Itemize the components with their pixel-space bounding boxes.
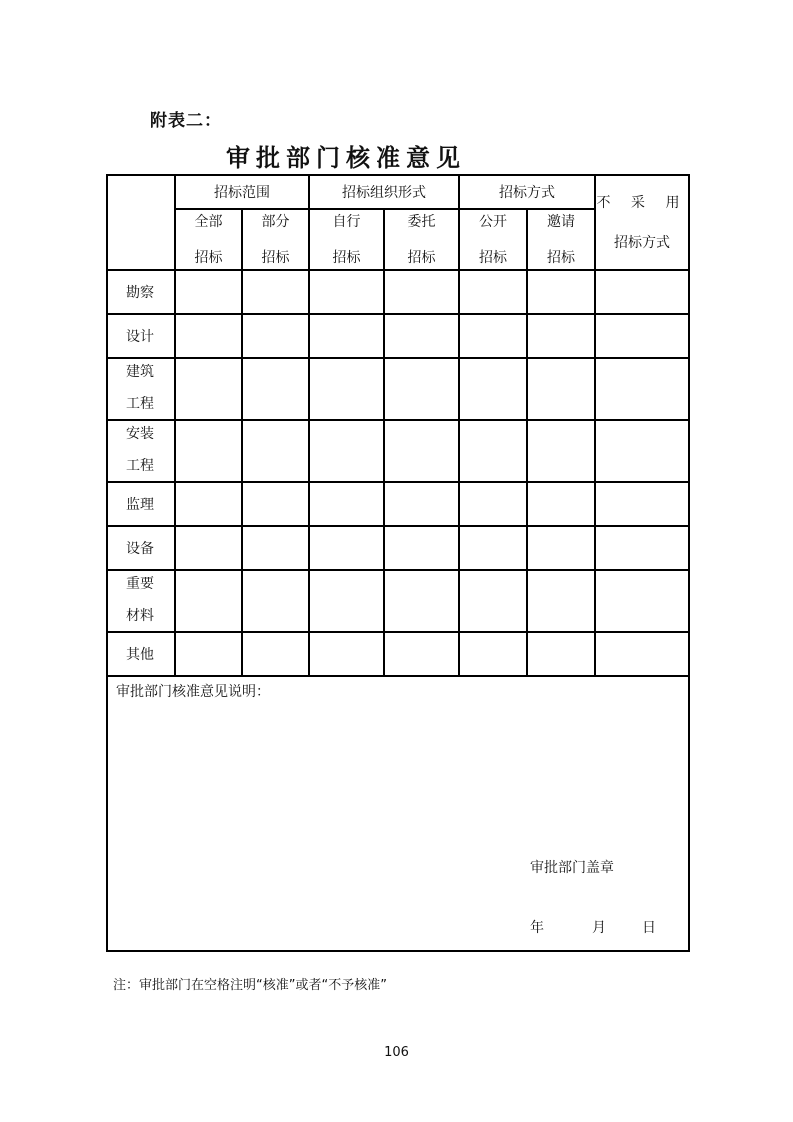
row-label-line2: 工程 — [126, 396, 154, 412]
appendix-label: 附表二： — [150, 111, 222, 131]
entry-cell[interactable] — [309, 420, 384, 482]
entry-cell[interactable] — [459, 632, 527, 676]
table-row-design — [107, 314, 689, 358]
entry-cell[interactable] — [595, 420, 689, 482]
subheader-top: 自行 — [332, 213, 361, 230]
notes-cell[interactable] — [107, 676, 689, 951]
entry-cell[interactable] — [384, 632, 459, 676]
entry-cell[interactable] — [242, 270, 309, 314]
date-day-label: 日 — [642, 920, 656, 936]
subheader-bottom: 招标 — [547, 249, 575, 266]
entry-cell[interactable] — [309, 314, 384, 358]
row-label-line1: 重要 — [126, 576, 154, 592]
subheader-top: 委托 — [407, 213, 436, 230]
corner-cell — [107, 175, 175, 270]
subheader-bottom: 招标 — [407, 249, 436, 266]
stamp-label: 审批部门盖章 — [530, 860, 614, 876]
no-method-line2: 招标方式 — [614, 234, 670, 251]
entry-cell[interactable] — [175, 570, 242, 632]
row-label: 设备 — [107, 526, 175, 570]
no-method-line1: 不 采 用 — [596, 194, 688, 211]
table-row-survey — [107, 270, 689, 314]
page-number: 106 — [384, 1045, 409, 1060]
row-label: 监理 — [107, 482, 175, 526]
entry-cell[interactable] — [175, 314, 242, 358]
subheader-cell — [384, 209, 459, 270]
entry-cell[interactable] — [242, 570, 309, 632]
entry-cell[interactable] — [459, 358, 527, 420]
subheader-cell — [527, 209, 595, 270]
entry-cell[interactable] — [459, 482, 527, 526]
entry-cell[interactable] — [242, 526, 309, 570]
header-row-groups — [107, 175, 689, 209]
subheader-bottom: 招标 — [479, 249, 507, 266]
group-method-header: 招标方式 — [459, 175, 595, 209]
document-title: 审批部门核准意见 — [226, 144, 466, 172]
table-row-supervision — [107, 482, 689, 526]
date-month-label: 月 — [592, 920, 606, 936]
date-year-label: 年 — [530, 920, 544, 936]
entry-cell[interactable] — [242, 482, 309, 526]
entry-cell[interactable] — [459, 526, 527, 570]
subheader-cell — [459, 209, 527, 270]
notes-label: 审批部门核准意见说明： — [116, 684, 270, 700]
subheader-top: 邀请 — [547, 213, 575, 230]
row-label-line1: 安装 — [126, 426, 154, 442]
entry-cell[interactable] — [527, 420, 595, 482]
entry-cell[interactable] — [459, 270, 527, 314]
entry-cell[interactable] — [242, 632, 309, 676]
subheader-top: 部分 — [261, 213, 290, 230]
entry-cell[interactable] — [527, 632, 595, 676]
row-label — [107, 358, 175, 420]
row-label-line2: 材料 — [126, 608, 154, 624]
table-row-equipment — [107, 526, 689, 570]
entry-cell[interactable] — [175, 420, 242, 482]
table-row-installation — [107, 420, 689, 482]
no-method-header — [595, 175, 689, 270]
subheader-cell — [242, 209, 309, 270]
entry-cell[interactable] — [384, 570, 459, 632]
entry-cell[interactable] — [309, 632, 384, 676]
entry-cell[interactable] — [527, 358, 595, 420]
footnote: 注：审批部门在空格注明“核准”或者“不予核准” — [113, 978, 387, 993]
entry-cell[interactable] — [242, 314, 309, 358]
entry-cell[interactable] — [384, 270, 459, 314]
entry-cell[interactable] — [459, 314, 527, 358]
group-scope-header: 招标范围 — [175, 175, 309, 209]
subheader-top: 公开 — [479, 213, 507, 230]
row-label: 其他 — [107, 632, 175, 676]
entry-cell[interactable] — [309, 482, 384, 526]
entry-cell[interactable] — [527, 570, 595, 632]
table-row-other — [107, 632, 689, 676]
entry-cell[interactable] — [527, 270, 595, 314]
entry-cell[interactable] — [384, 314, 459, 358]
entry-cell[interactable] — [459, 570, 527, 632]
entry-cell[interactable] — [384, 358, 459, 420]
entry-cell[interactable] — [384, 420, 459, 482]
date-line — [530, 917, 656, 937]
approval-opinion-table — [106, 174, 690, 952]
subheader-bottom: 招标 — [332, 249, 361, 266]
entry-cell[interactable] — [175, 526, 242, 570]
table-row-materials — [107, 570, 689, 632]
entry-cell[interactable] — [175, 270, 242, 314]
entry-cell[interactable] — [595, 270, 689, 314]
entry-cell[interactable] — [527, 526, 595, 570]
entry-cell[interactable] — [595, 314, 689, 358]
subheader-cell — [309, 209, 384, 270]
subheader-bottom: 招标 — [194, 249, 223, 266]
entry-cell[interactable] — [595, 358, 689, 420]
entry-cell[interactable] — [175, 358, 242, 420]
entry-cell[interactable] — [459, 420, 527, 482]
row-label-line2: 工程 — [126, 458, 154, 474]
group-organization-header: 招标组织形式 — [309, 175, 459, 209]
entry-cell[interactable] — [309, 358, 384, 420]
entry-cell[interactable] — [242, 358, 309, 420]
row-label-line1: 建筑 — [126, 364, 154, 380]
entry-cell[interactable] — [595, 632, 689, 676]
row-label: 设计 — [107, 314, 175, 358]
row-label: 勘察 — [107, 270, 175, 314]
entry-cell[interactable] — [384, 526, 459, 570]
entry-cell[interactable] — [595, 570, 689, 632]
entry-cell[interactable] — [309, 570, 384, 632]
entry-cell[interactable] — [175, 632, 242, 676]
row-label — [107, 420, 175, 482]
entry-cell[interactable] — [527, 482, 595, 526]
row-label — [107, 570, 175, 632]
entry-cell[interactable] — [527, 314, 595, 358]
subheader-cell — [175, 209, 242, 270]
entry-cell[interactable] — [175, 482, 242, 526]
entry-cell[interactable] — [595, 526, 689, 570]
entry-cell[interactable] — [384, 482, 459, 526]
entry-cell[interactable] — [309, 270, 384, 314]
subheader-bottom: 招标 — [261, 249, 290, 266]
entry-cell[interactable] — [242, 420, 309, 482]
subheader-top: 全部 — [194, 213, 223, 230]
table-row-construction — [107, 358, 689, 420]
entry-cell[interactable] — [309, 526, 384, 570]
notes-row — [107, 676, 689, 951]
entry-cell[interactable] — [595, 482, 689, 526]
